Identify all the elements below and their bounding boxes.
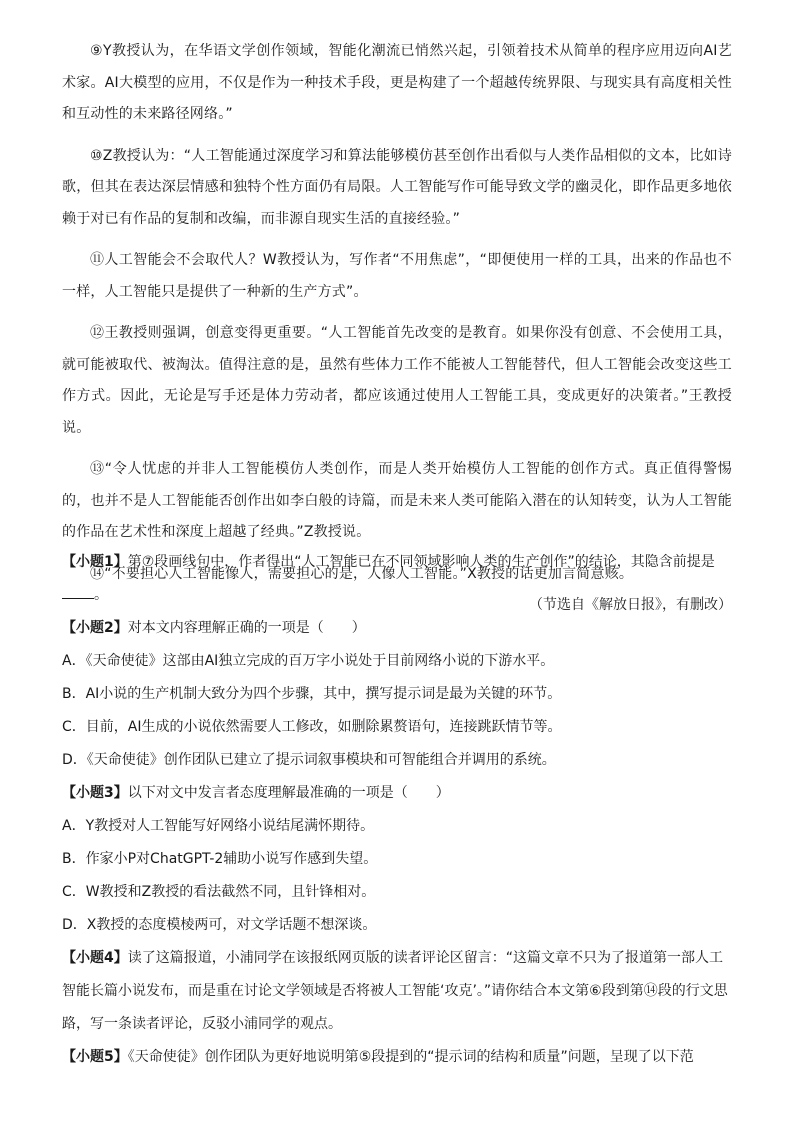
question-2 (62, 612, 732, 645)
paragraph-14: ⑭“不要担心人工智能像人，需要担心的是，人像人工智能。”X教授的话更加言简意赅。 (90, 565, 634, 582)
question-2-option-b: B．AI小说的生产机制大致分为四个步骤，其中，撰写提示词是最为关键的环节。 (62, 686, 562, 702)
article-body (62, 36, 732, 622)
question-5-tag: 【小题5】 (62, 1049, 128, 1065)
question-3-option-a: A．Y教授对人工智能写好网络小说结尾满怀期待。 (62, 818, 375, 834)
paragraph-12: ⑫王教授则强调，创意变得更重要。“人工智能首先改变的是教育。如果你没有创意、不会使用工具，就可能被取代、被淘汰。值得注意的是，虽然有些体力工作不能被人工智能替代，但人工智能会改变这些工作方式。因此，无论是写手还是体力劳动者，都应该通过使用人工智能工具，变成更好的决策者。”王教授说。 (62, 325, 732, 436)
question-3-option-d: D．X教授的态度模棱两可，对文学话题不想深谈。 (62, 917, 377, 933)
questions-section (62, 546, 732, 1074)
question-1-tag: 【小题1】 (62, 554, 128, 570)
question-3-option-c: C．W教授和Z教授的看法截然不同，且针锋相对。 (62, 884, 376, 900)
question-4 (62, 942, 732, 1041)
paragraph-11: ⑪人工智能会不会取代人？W教授认为，写作者“不用焦虑”，“即便使用一样的工具，出来的作品也不一样，人工智能只是提供了一种新的生产方式”。 (62, 252, 732, 300)
question-1-text: 第⑦段画线句中，作者得出“人工智能已在不同领域影响人类的生产创作”的结论，其隐含前提是 (127, 554, 715, 570)
question-2-tag: 【小题2】 (62, 620, 128, 636)
question-3-tag: 【小题3】 (62, 785, 128, 801)
question-1 (62, 546, 732, 612)
question-2-text: 对本文内容理解正确的一项是（ ） (127, 620, 366, 636)
question-1-end: 。 (94, 587, 108, 603)
question-3-option-b: B．作家小P对ChatGPT-2辅助小说写作感到失望。 (62, 851, 378, 867)
question-4-text: 读了这篇报道，小浦同学在该报纸网页版的读者评论区留言：“这篇文章不只为了报道第一部人工智能长篇小说发布，而是重在讨论文学领域是否将被人工智能‘攻克’。”请你结合本文第⑥段到第⑭段的行文思路，写一条读者评论，反驳小浦同学的观点。 (62, 950, 728, 1032)
source-note: （节选自《解放日报》，有删改） (529, 597, 732, 613)
answer-blank[interactable] (62, 584, 94, 599)
question-3 (62, 777, 732, 810)
paragraph-13: ⑬“令人忧虑的并非人工智能模仿人类创作，而是人类开始模仿人工智能的创作方式。真正值得警惕的，也并不是人工智能能否创作出如李白般的诗篇，而是未来人类可能陷入潜在的认知转变，认为人工智能的作品在艺术性和深度上超越了经典。”Z教授说。 (62, 461, 732, 540)
paragraph-10: ⑩Z教授认为：“人工智能通过深度学习和算法能够模仿甚至创作出看似与人类作品相似的文本，比如诗歌，但其在表达深层情感和独特个性方面仍有局限。人工智能写作可能导致文学的幽灵化，即作品更多地依赖于对已有作品的复制和改编，而非源自现实生活的直接经验。” (62, 147, 732, 227)
question-2-option-c: C．目前，AI生成的小说依然需要人工修改，如删除累赘语句，连接跳跃情节等。 (62, 719, 562, 735)
question-4-tag: 【小题4】 (62, 950, 128, 966)
question-5-text: 《天命使徒》创作团队为更好地说明第⑤段提到的“提示词的结构和质量”问题，呈现了以下范 (127, 1049, 694, 1065)
question-3-text: 以下对文中发言者态度理解最准确的一项是（ ） (127, 785, 450, 801)
question-2-option-a: A．《天命使徒》这部由AI独立完成的百万字小说处于目前网络小说的下游水平。 (62, 653, 555, 669)
question-2-option-d: D．《天命使徒》创作团队已建立了提示词叙事模块和可智能组合并调用的系统。 (62, 752, 556, 768)
question-5 (62, 1041, 732, 1074)
paragraph-9: ⑨Y教授认为，在华语文学创作领域，智能化潮流已悄然兴起，引领着技术从简单的程序应用迈向AI艺术家。AI大模型的应用，不仅是作为一种技术手段，更是构建了一个超越传统界限、与现实具有高度相关性和互动性的未来路径网络。” (62, 43, 732, 122)
